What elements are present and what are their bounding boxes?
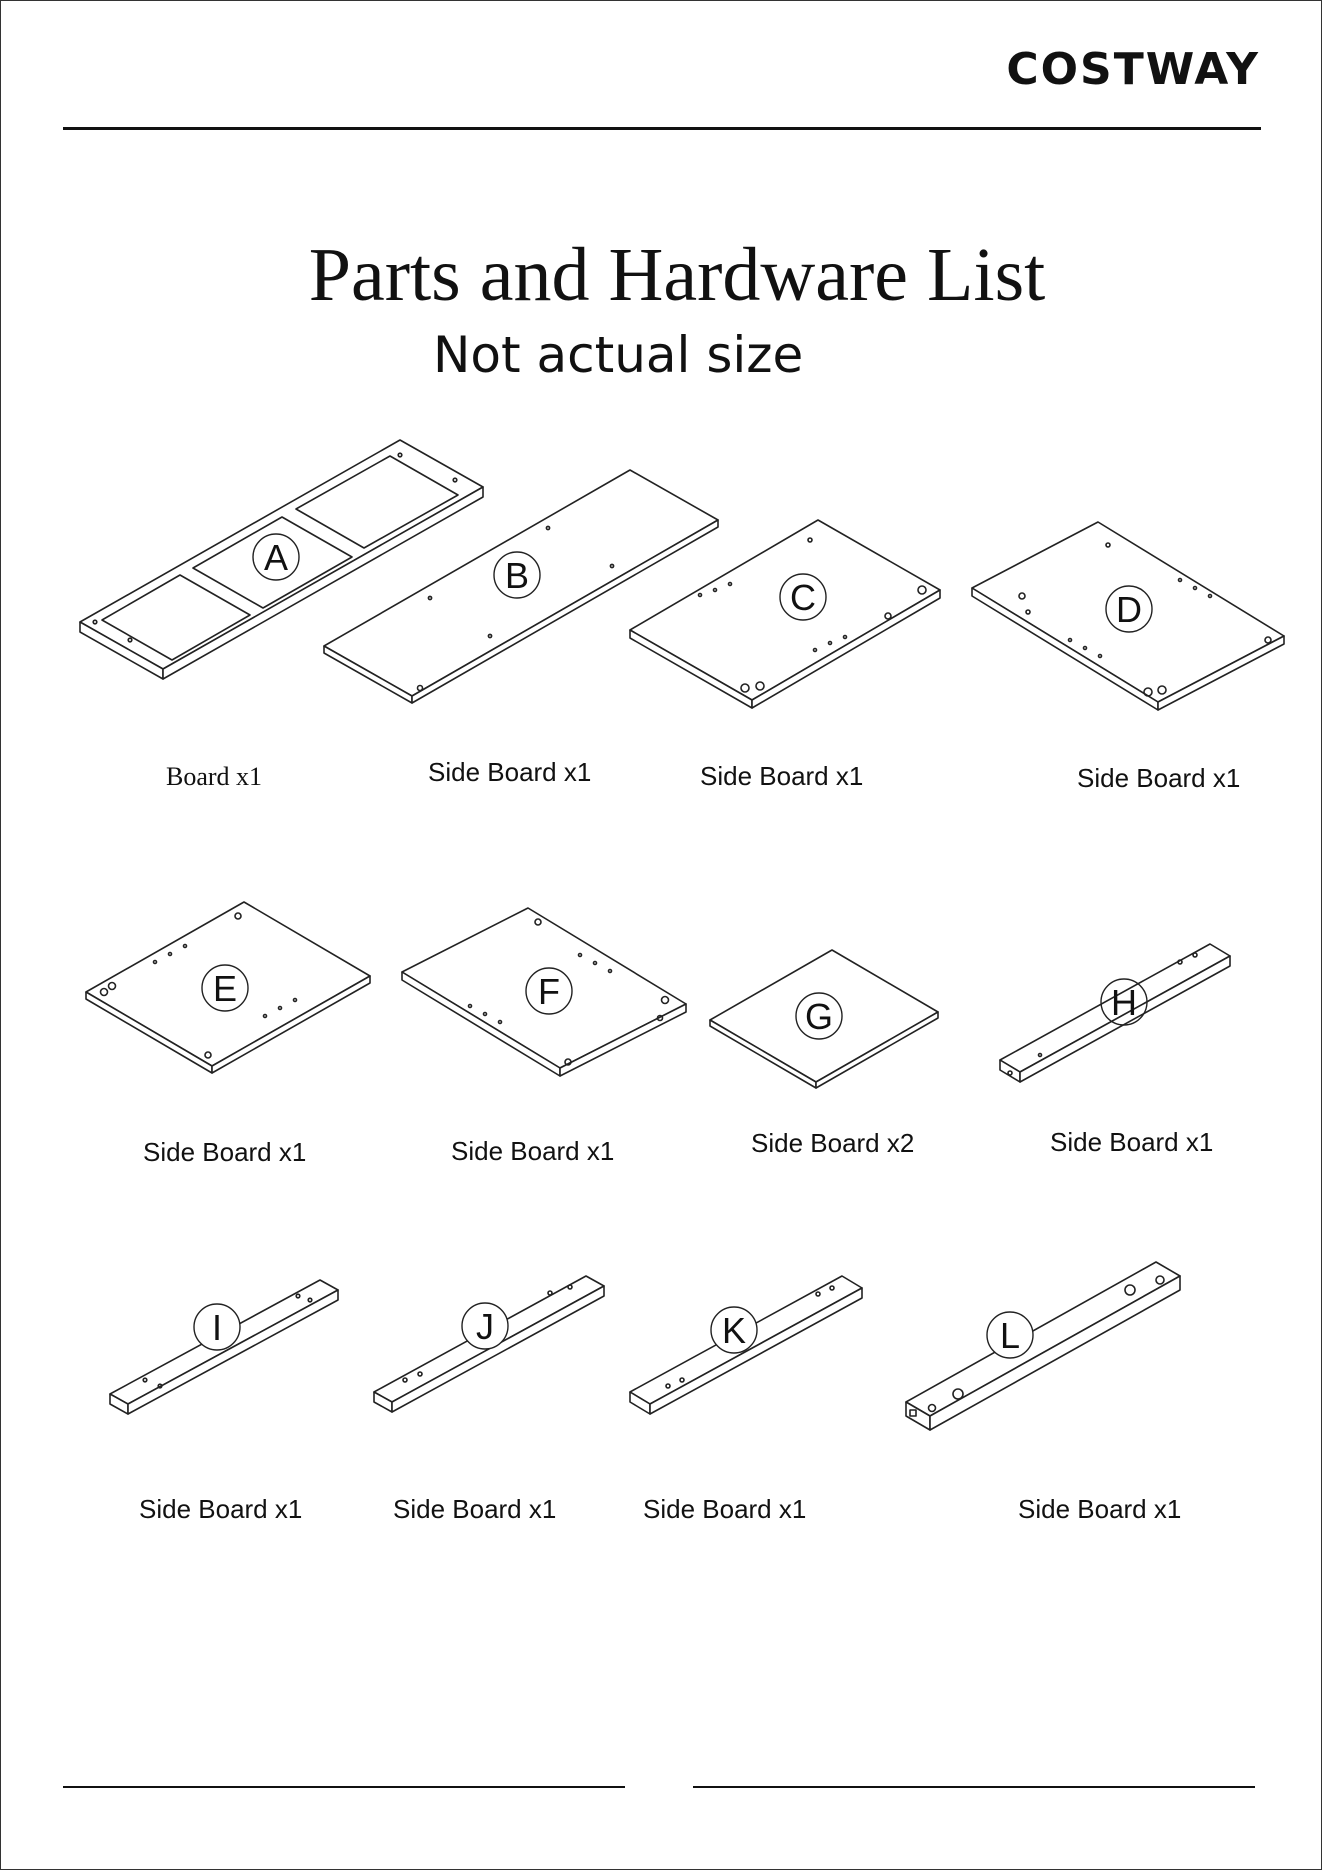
page-title: Parts and Hardware List [308, 233, 1046, 317]
part-j-label: Side Board x1 [393, 1494, 557, 1524]
part-h-letter: H [1111, 982, 1137, 1023]
part-d-label: Side Board x1 [1077, 763, 1241, 793]
part-j-letter: J [476, 1306, 494, 1347]
part-i-letter: I [211, 1307, 223, 1348]
part-l-label: Side Board x1 [1018, 1494, 1182, 1524]
part-c-label: Side Board x1 [700, 761, 864, 791]
part-e-letter: E [212, 968, 238, 1009]
part-g-label: Side Board x2 [751, 1128, 915, 1158]
page-subtitle: Not actual size [433, 326, 804, 384]
part-l-letter: L [999, 1315, 1021, 1356]
part-e-label: Side Board x1 [143, 1137, 307, 1167]
part-b-letter: B [504, 555, 530, 596]
part-a-label: Board x1 [166, 762, 263, 791]
part-b-label: Side Board x1 [428, 757, 592, 787]
part-a-letter: A [263, 537, 289, 578]
footer-rule-right [693, 1786, 1255, 1788]
part-i-label: Side Board x1 [139, 1494, 303, 1524]
part-k-label: Side Board x1 [643, 1494, 807, 1524]
part-g-letter: G [804, 996, 834, 1037]
part-d-letter: D [1116, 589, 1142, 630]
brand-logo: COSTWAY [1006, 44, 1260, 95]
part-c-letter: C [790, 577, 816, 618]
part-h-label: Side Board x1 [1050, 1127, 1214, 1157]
part-f-label: Side Board x1 [451, 1136, 615, 1166]
part-f-letter: F [538, 971, 560, 1012]
part-l-drawing [906, 1262, 1180, 1430]
part-k-letter: K [721, 1310, 747, 1351]
footer-rule-left [63, 1786, 625, 1788]
